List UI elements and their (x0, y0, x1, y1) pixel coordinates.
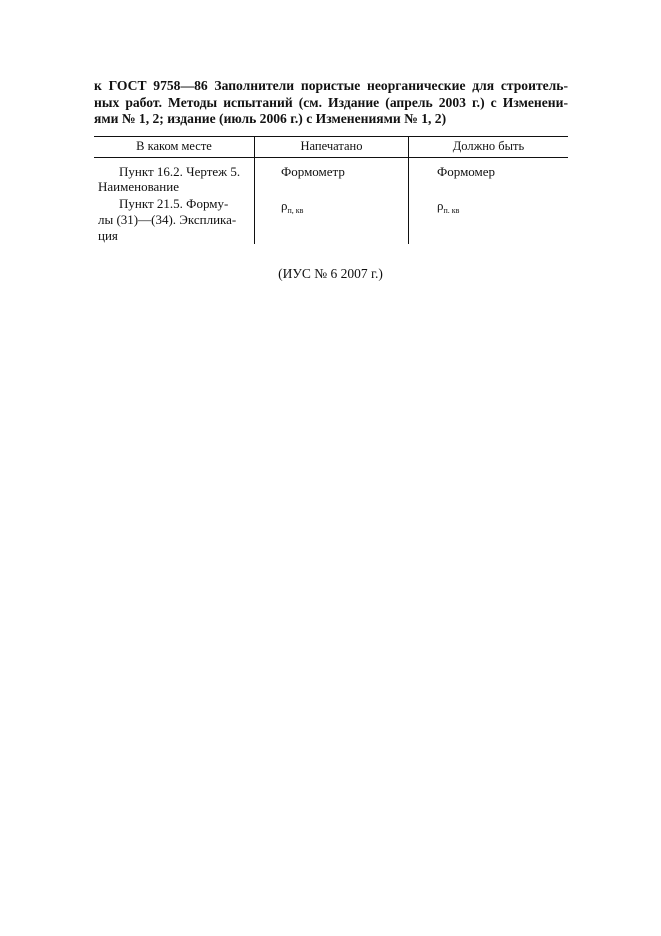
header-place: В каком месте (136, 139, 212, 153)
header-printed: Напечатано (300, 139, 363, 153)
row1-printed: Формометр (281, 164, 345, 179)
row1-should-be: Формомер (437, 164, 496, 179)
row2-should-be-symbol: $\rho_{п. кв}$ (437, 198, 460, 215)
header-should-be: Должно быть (452, 139, 525, 153)
heading-line-3: ями № 1, 2; издание (июль 2006 г.) с Изменениями № 1, 2) (94, 111, 447, 126)
heading-line-1: к ГОСТ 9758—86 Заполнители пористые неорганические для строитель- (94, 78, 568, 93)
heading-line-2: ных работ. Методы испытаний (см. Издание (апрель 2003 г.) с Изменени- (94, 94, 568, 110)
amendment-table (94, 136, 568, 244)
table-header-rule (94, 157, 568, 158)
row1-place-line2: Наименование (98, 179, 179, 194)
publication-reference: (ИУС № 6 2007 г.) (278, 266, 383, 281)
document-heading (94, 78, 568, 128)
row2-place-line3: ция (98, 228, 118, 243)
row2-printed-symbol: $\rho_{п, кв}$ (281, 198, 304, 215)
row1-place-line1: Пункт 16.2. Чертеж 5. (119, 164, 241, 179)
row2-place-line2: лы (31)—(34). Эксплика- (98, 212, 237, 227)
row2-place-line1: Пункт 21.5. Форму- (119, 196, 229, 211)
table-top-rule (94, 136, 568, 137)
